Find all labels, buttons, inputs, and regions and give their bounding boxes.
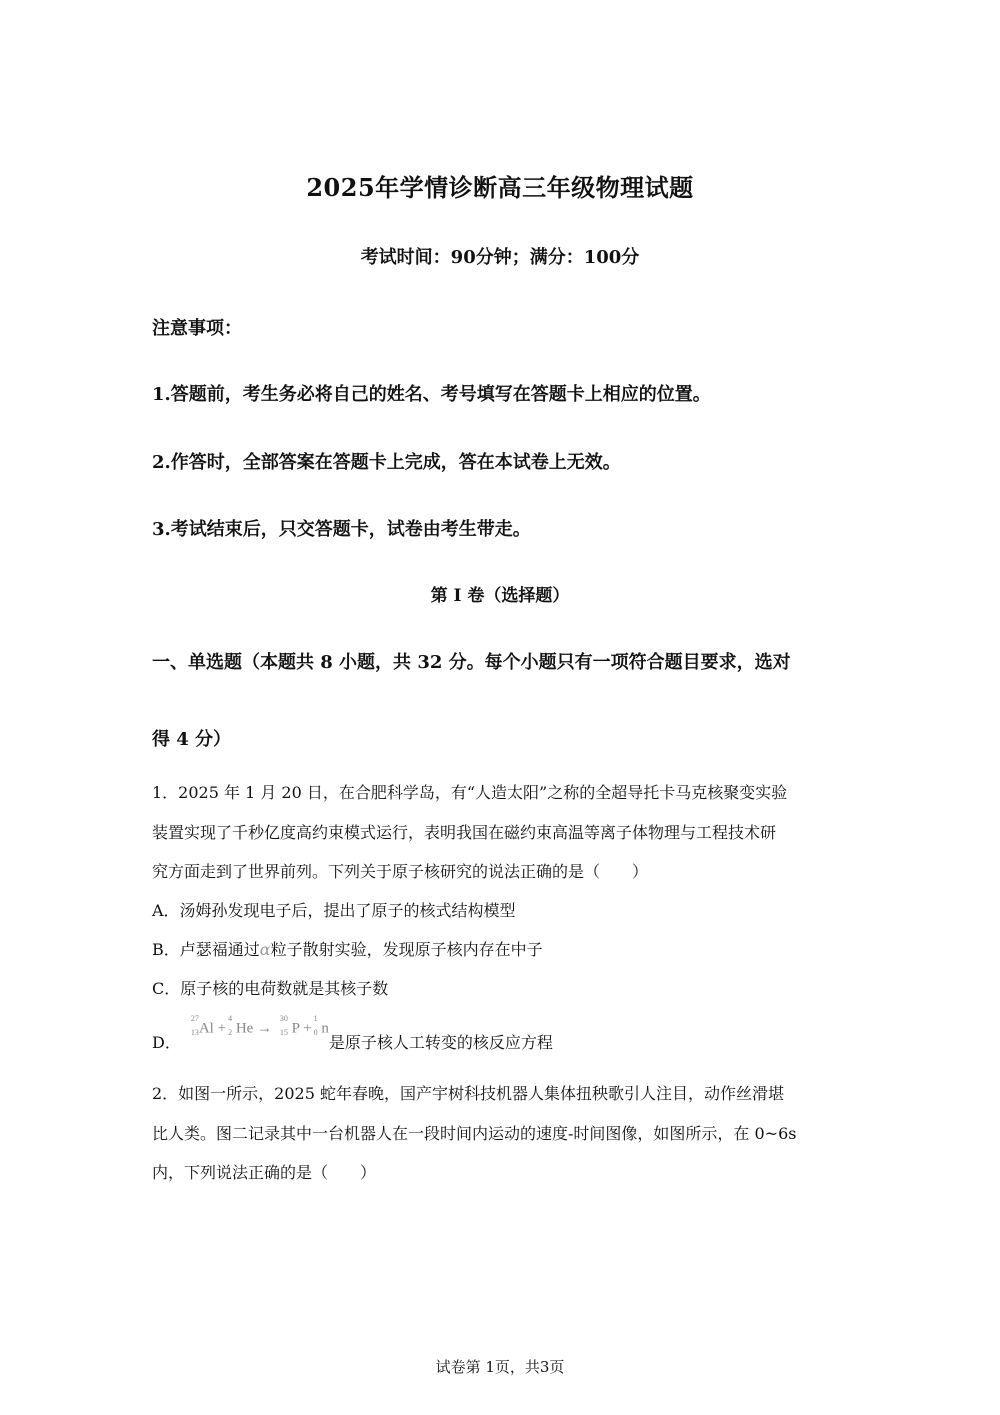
part-heading-line1: 一、单选题（本题共 8 小题，共 32 分。每个小题只有一项符合题目要求，选对: [152, 652, 791, 673]
notice-item: 3.考试结束后，只交答题卡，试卷由考生带走。: [152, 519, 531, 540]
option-b: [152, 937, 543, 960]
nuclear-equation: 27 13 Al + 4 2 He → 30 15 P + 1 0 n: [190, 1013, 329, 1037]
page-footer: 试卷第 1页，共3页: [435, 1358, 565, 1376]
notice-item: 2.作答时，全部答案在答题卡上完成，答在本试卷上无效。: [152, 452, 621, 473]
question-2-text: 2．如图一所示，2025 蛇年春晚，国产宇树科技机器人集体扭秧歌引人注目，动作丝滑堪: [152, 1084, 784, 1103]
option-d-suffix: 是原子核人工转变的核反应方程: [328, 1033, 553, 1052]
part-heading-line2: 得 4 分）: [152, 729, 232, 750]
notice-heading: 注意事项：: [152, 318, 242, 339]
alpha-symbol: α: [259, 940, 271, 959]
question-1-text: 究方面走到了世界前列。下列关于原子核研究的说法正确的是（ ）: [152, 862, 649, 881]
option-b-prefix: B．卢瑟福通过: [152, 940, 260, 959]
exam-title: 2025年学情诊断高三年级物理试题: [306, 173, 694, 202]
question-1-text: 装置实现了千秒亿度高约束模式运行，表明我国在磁约束高温等离子体物理与工程技术研: [152, 823, 777, 842]
notice-item: 1.答题前，考生务必将自己的姓名、考号填写在答题卡上相应的位置。: [152, 384, 711, 405]
question-2-text: 内，下列说法正确的是（ ）: [152, 1163, 377, 1182]
option-d-prefix: D．: [152, 1033, 181, 1052]
section-title: 第 I 卷（选择题）: [430, 586, 570, 606]
option-d: [152, 1013, 553, 1052]
question-2-text: 比人类。图二记录其中一台机器人在一段时间内运动的速度-时间图像，如图所示，在 0~6s: [152, 1124, 797, 1143]
question-1-text: 1．2025 年 1 月 20 日，在合肥科学岛，有“人造太阳”之称的全超导托卡马克核聚变实验: [152, 783, 788, 802]
option-b-suffix: 粒子散射实验，发现原子核内存在中子: [270, 940, 543, 959]
exam-info: 考试时间：90分钟；满分：100分: [360, 247, 640, 268]
option-a: A．汤姆孙发现电子后，提出了原子的核式结构模型: [152, 901, 516, 920]
option-c: C．原子核的电荷数就是其核子数: [152, 979, 389, 998]
